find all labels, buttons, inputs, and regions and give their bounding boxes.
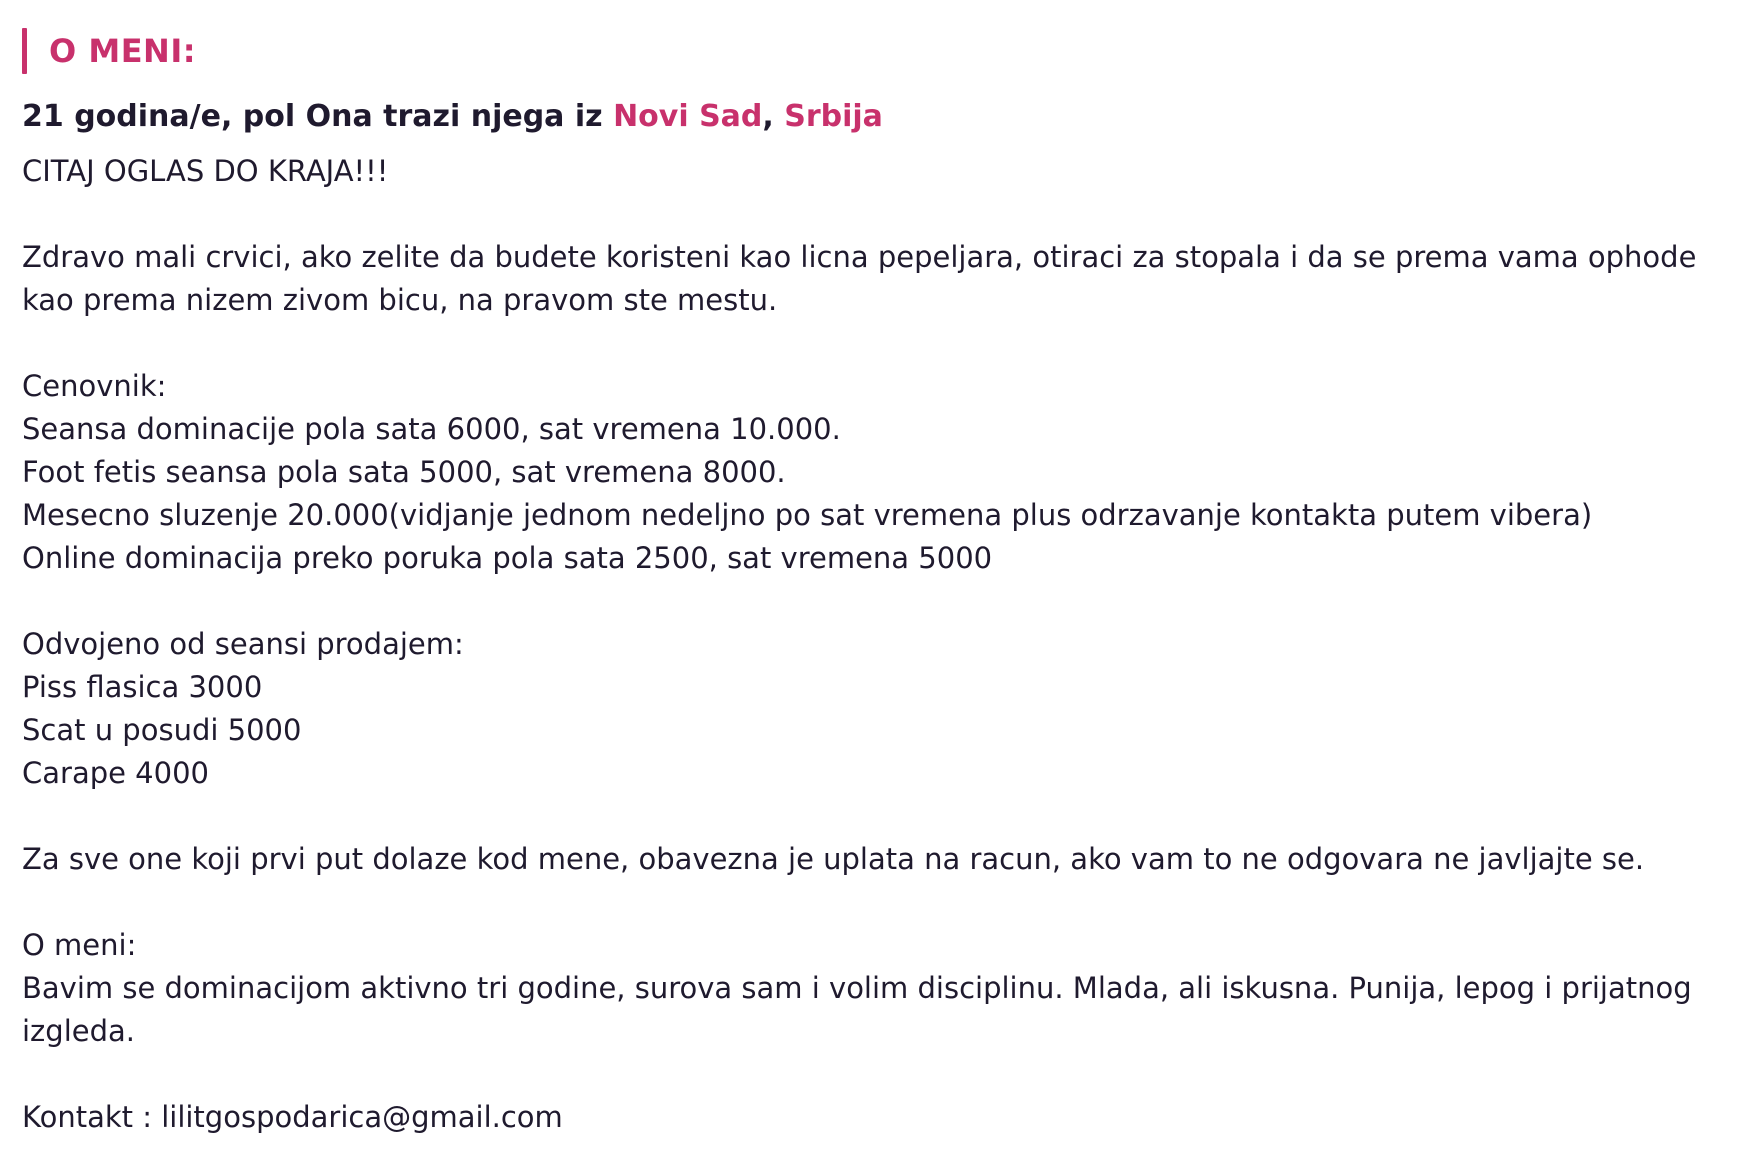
- ad-greeting: Zdravo mali crvici, ako zelite da budete koristeni kao licna pepeljara, otiraci za stopala i da se prema vama ophode kao prema nizem zivom bicu, na pravom ste mestu.: [22, 240, 1697, 317]
- country-link[interactable]: Srbija: [784, 99, 883, 134]
- summary-prefix: 21 godina/e, pol Ona trazi njega iz: [22, 99, 614, 134]
- price-item: Mesecno sluzenje 20.000(vidjanje jednom nedeljno po sat vremena plus odrzavanje kontakta putem vibera): [22, 498, 1593, 532]
- ad-text: [22, 150, 1732, 1139]
- accent-bar: [22, 28, 27, 74]
- price-list-title: Cenovnik:: [22, 369, 167, 403]
- ad-intro: CITAJ OGLAS DO KRAJA!!!: [22, 154, 389, 188]
- price-item: Foot fetis seansa pola sata 5000, sat vremena 8000.: [22, 455, 786, 489]
- price-item: Seansa dominacije pola sata 6000, sat vremena 10.000.: [22, 412, 841, 446]
- about-title: O meni:: [22, 928, 137, 962]
- summary-separator: ,: [762, 99, 785, 134]
- profile-about-section: [22, 28, 1732, 1139]
- extra-item: Carape 4000: [22, 756, 209, 790]
- payment-note: Za sve one koji prvi put dolaze kod mene, obavezna je uplata na racun, ako vam to ne odgovara ne javljajte se.: [22, 842, 1645, 876]
- price-item: Online dominacija preko poruka pola sata 2500, sat vremena 5000: [22, 541, 993, 575]
- about-text: Bavim se dominacijom aktivno tri godine, surova sam i volim disciplinu. Mlada, ali iskusna. Punija, lepog i prijatnog izgleda.: [22, 971, 1692, 1048]
- extra-item: Piss flasica 3000: [22, 670, 263, 704]
- extras-title: Odvojeno od seansi prodajem:: [22, 627, 464, 661]
- contact-line: Kontakt : lilitgospodarica@gmail.com: [22, 1100, 563, 1134]
- section-title: O MENI:: [49, 32, 197, 70]
- extra-item: Scat u posudi 5000: [22, 713, 302, 747]
- city-link[interactable]: Novi Sad: [613, 99, 763, 134]
- section-header: [22, 28, 1732, 74]
- profile-summary: [22, 96, 1732, 138]
